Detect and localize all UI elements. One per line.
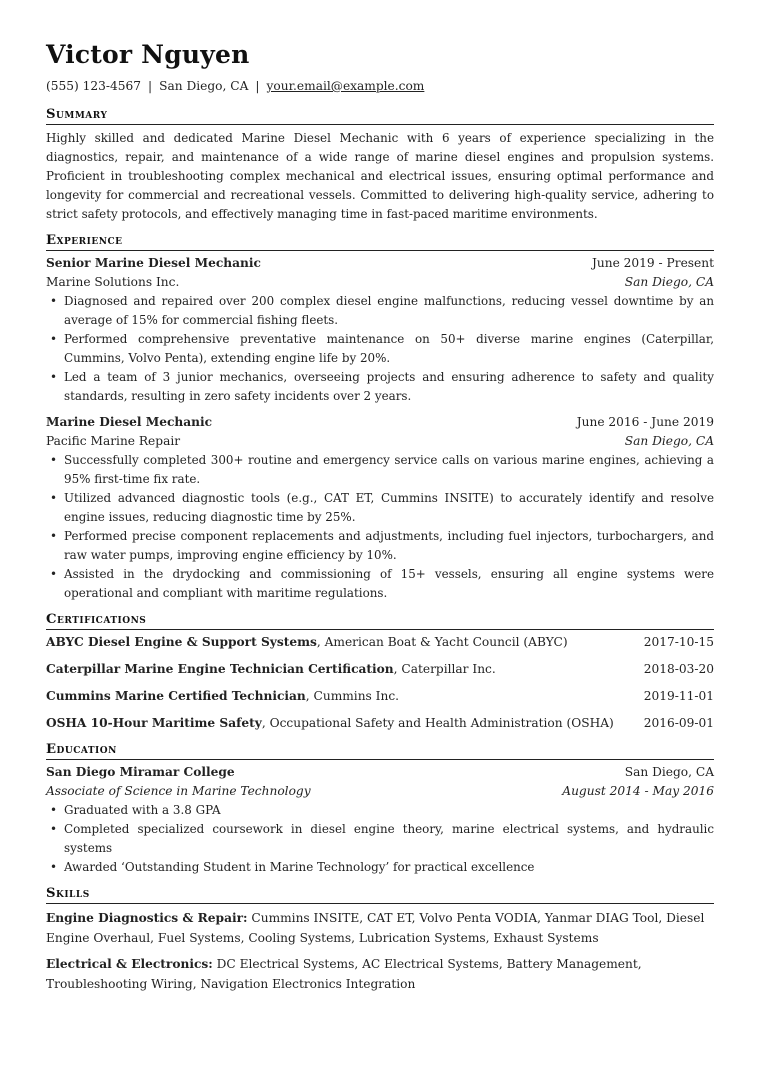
job-subheader	[46, 273, 714, 292]
phone-number: (555) 123-4567	[46, 79, 142, 93]
bullet-item: • Assisted in the drydocking and commissioning of 15+ vessels, ensuring all engine systems were operational and compliant with maritime regulations.	[46, 565, 714, 603]
bullet-item: • Performed comprehensive preventative maintenance on 50+ diverse marine engines (Caterpillar, Cummins, Volvo Penta), extending engine life by 20%.	[46, 330, 714, 368]
certification-date: 2017-10-15	[643, 635, 714, 649]
skill-category: Engine Diagnostics & Repair:	[46, 911, 248, 925]
certification-name: ABYC Diesel Engine & Support Systems	[46, 635, 317, 649]
certifications-section	[46, 612, 714, 733]
bullet-item: • Awarded ‘Outstanding Student in Marine Technology’ for practical excellence	[46, 858, 714, 877]
education-section	[46, 742, 714, 877]
job-dates: June 2019 - Present	[591, 256, 714, 270]
job-bullets	[46, 451, 714, 603]
certification-row	[46, 660, 714, 679]
section-title-summary: Summary	[46, 107, 714, 125]
job-entry	[46, 254, 714, 406]
job-bullets	[46, 292, 714, 406]
job-company: Pacific Marine Repair	[46, 434, 181, 448]
certification-issuer: , Cummins Inc.	[305, 689, 400, 703]
bullet-item: • Led a team of 3 junior mechanics, overseeing projects and ensuring adherence to safety and quality standards, resulting in zero safety incidents over 2 years.	[46, 368, 714, 406]
section-title-experience: Experience	[46, 233, 714, 251]
certification-row	[46, 633, 714, 652]
certification-name: OSHA 10-Hour Maritime Safety	[46, 716, 262, 730]
job-role: Senior Marine Diesel Mechanic	[46, 256, 261, 270]
job-subheader	[46, 432, 714, 451]
skill-category: Electrical & Electronics:	[46, 957, 213, 971]
section-title-education: Education	[46, 742, 714, 760]
section-title-skills: Skills	[46, 886, 714, 904]
certification-date: 2016-09-01	[643, 716, 714, 730]
experience-section	[46, 233, 714, 603]
education-header	[46, 763, 714, 782]
summary-section	[46, 107, 714, 224]
bullet-item: • Completed specialized coursework in diesel engine theory, marine electrical systems, and hydraulic systems	[46, 820, 714, 858]
bullet-item: • Successfully completed 300+ routine and emergency service calls on various marine engines, achieving a 95% first-time fix rate.	[46, 451, 714, 489]
summary-text: Highly skilled and dedicated Marine Diesel Mechanic with 6 years of experience specializing in the diagnostics, repair, and maintenance of a wide range of marine diesel engines and propulsion systems. Proficient in troubleshooting complex mechanical and electrical issues, ensuring optimal performance and longevity for commercial and recreational vessels. Committed to delivering high-quality service, adhering to strict safety protocols, and effectively managing time in fast-paced maritime environments.	[46, 131, 714, 221]
skills-section	[46, 886, 714, 994]
job-dates: June 2016 - June 2019	[576, 415, 714, 429]
skill-group	[46, 908, 714, 948]
bullet-item: • Diagnosed and repaired over 200 complex diesel engine malfunctions, reducing vessel downtime by an average of 15% for commercial fishing fleets.	[46, 292, 714, 330]
candidate-name: Victor Nguyen	[46, 40, 250, 69]
education-bullets	[46, 801, 714, 877]
section-title-certifications: Certifications	[46, 612, 714, 630]
email-link[interactable]: your.email@example.com	[266, 79, 425, 93]
job-header	[46, 254, 714, 273]
job-location: San Diego, CA	[624, 434, 714, 448]
certification-name: Caterpillar Marine Engine Technician Certification	[46, 662, 394, 676]
education-subheader	[46, 782, 714, 801]
job-location: San Diego, CA	[624, 275, 714, 289]
degree-name: Associate of Science in Marine Technology	[46, 784, 311, 798]
school-name: San Diego Miramar College	[46, 765, 235, 779]
certification-list	[46, 633, 714, 733]
location: San Diego, CA	[159, 79, 249, 93]
separator: |	[148, 79, 153, 93]
job-header	[46, 413, 714, 432]
skill-list: DC Electrical Systems, AC Electrical Systems, Battery Management, Troubleshooting Wiring, Navigation Electronics Integration	[46, 957, 642, 991]
school-location: San Diego, CA	[624, 765, 714, 779]
job-role: Marine Diesel Mechanic	[46, 415, 213, 429]
certification-name: Cummins Marine Certified Technician	[46, 689, 306, 703]
certification-issuer: , American Boat & Yacht Council (ABYC)	[316, 635, 568, 649]
job-company: Marine Solutions Inc.	[46, 275, 180, 289]
job-entry	[46, 413, 714, 603]
skill-list: Cummins INSITE, CAT ET, Volvo Penta VODIA, Yanmar DIAG Tool, Diesel Engine Overhaul, Fuel Systems, Cooling Systems, Lubrication Systems, Exhaust Systems	[46, 911, 705, 945]
certification-row	[46, 714, 714, 733]
bullet-item: • Graduated with a 3.8 GPA	[46, 801, 714, 820]
certification-date: 2019-11-01	[643, 689, 714, 703]
contact-line	[46, 78, 714, 94]
certification-date: 2018-03-20	[643, 662, 714, 676]
skill-group	[46, 954, 714, 994]
certification-row	[46, 687, 714, 706]
certification-issuer: , Caterpillar Inc.	[393, 662, 496, 676]
certification-issuer: , Occupational Safety and Health Administration (OSHA)	[261, 716, 614, 730]
education-dates: August 2014 - May 2016	[562, 784, 714, 798]
bullet-item: • Performed precise component replacements and adjustments, including fuel injectors, turbochargers, and raw water pumps, improving engine efficiency by 10%.	[46, 527, 714, 565]
bullet-item: • Utilized advanced diagnostic tools (e.g., CAT ET, Cummins INSITE) to accurately identify and resolve engine issues, reducing diagnostic time by 25%.	[46, 489, 714, 527]
separator: |	[255, 79, 260, 93]
resume-page	[46, 40, 714, 994]
